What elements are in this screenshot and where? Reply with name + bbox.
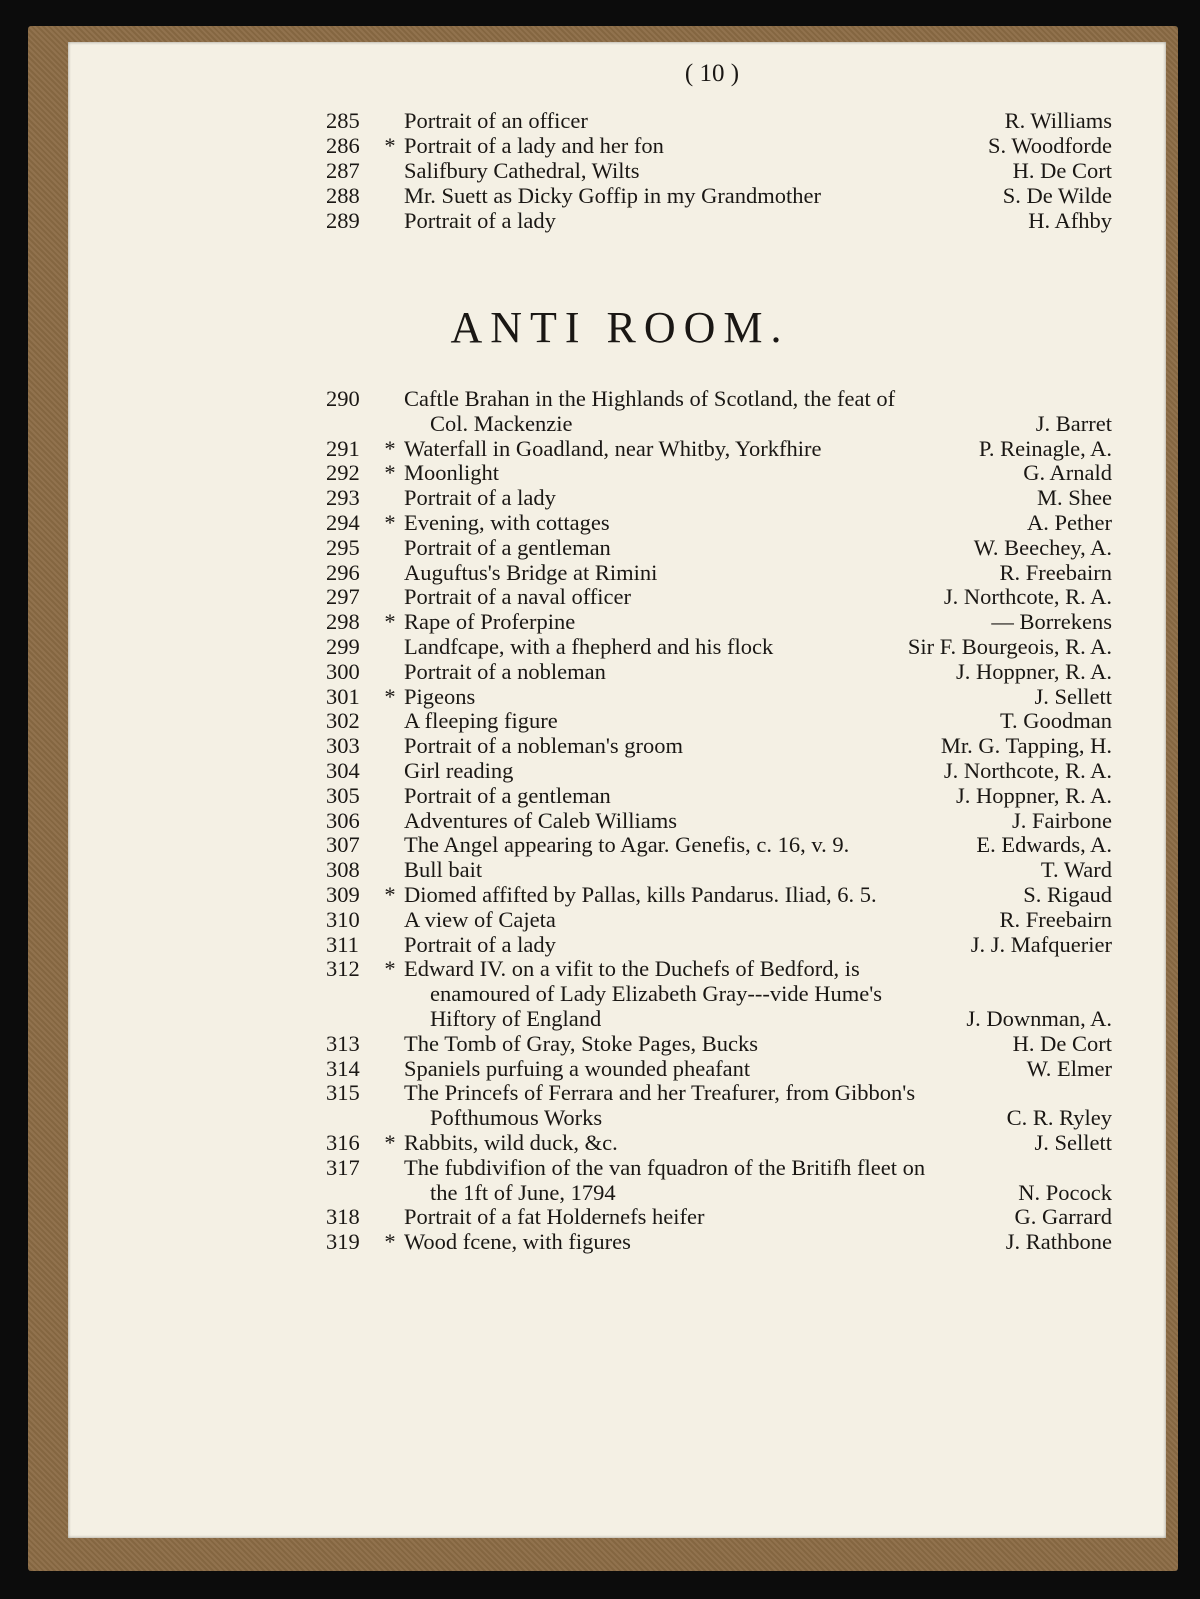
entry-artist: R. Freebairn: [999, 906, 1112, 932]
entry-number: 317: [326, 1154, 360, 1180]
entry-title: Portrait of a lady: [404, 485, 556, 511]
entry-number: 302: [326, 708, 360, 734]
entry-number: 285: [326, 108, 360, 133]
entry-number: 312: [326, 956, 360, 982]
catalogue-entry: [0, 132, 1200, 160]
entry-number: 298: [326, 609, 360, 635]
entry-title: A fleeping figure: [404, 708, 558, 734]
entry-artist: J. Hoppner, R. A.: [956, 782, 1112, 808]
entry-title: Waterfall in Goadland, near Whitby, Yorkfhire: [404, 435, 822, 461]
asterisk-mark: *: [384, 683, 396, 709]
catalogue-entry: [0, 1030, 1200, 1058]
entry-number: 301: [326, 683, 360, 709]
entry-title: Pigeons: [404, 683, 476, 709]
catalogue-entry: [0, 683, 1200, 711]
catalogue-entry: [0, 931, 1200, 959]
asterisk-mark: *: [384, 1130, 396, 1155]
entry-number: 311: [326, 931, 359, 957]
entry-number: 291: [326, 435, 360, 461]
entry-artist: Sir F. Bourgeois, R. A.: [907, 634, 1112, 659]
catalogue-entry: [0, 484, 1200, 512]
entry-title: Portrait of a lady: [404, 208, 556, 233]
entry-artist: T. Goodman: [999, 708, 1112, 734]
catalogue-entry: [0, 1154, 1200, 1182]
catalogue-entry: [0, 807, 1200, 835]
entry-artist: R. Freebairn: [999, 559, 1112, 585]
catalogue-entry: [0, 782, 1200, 810]
entry-artist: C. R. Ryley: [1006, 1105, 1112, 1131]
entry-artist: J. J. Mafquerier: [970, 931, 1112, 957]
entry-number: 304: [326, 758, 360, 783]
catalogue-entry: [0, 608, 1200, 636]
entry-title: Auguftus's Bridge at Rimini: [404, 559, 658, 585]
entry-title: Rabbits, wild duck, &c.: [404, 1130, 618, 1155]
entry-title: the 1ft of June, 1794: [430, 1179, 616, 1205]
entry-title: The Angel appearing to Agar. Genefis, c. 16, v. 9.: [404, 832, 850, 858]
entry-number: 306: [326, 807, 360, 833]
catalogue-entry: [0, 856, 1200, 884]
entry-number: 297: [326, 584, 360, 610]
entry-title: Portrait of an officer: [404, 108, 588, 133]
entry-artist: S. Woodforde: [987, 133, 1112, 158]
catalogue-entry: [0, 107, 1200, 135]
entry-title: Portrait of a gentleman: [404, 534, 611, 560]
entry-title: Col. Mackenzie: [430, 410, 573, 436]
entry-title: Edward IV. on a vifit to the Duchefs of Bedford, is: [404, 956, 860, 982]
entry-title: Salifbury Cathedral, Wilts: [404, 158, 640, 183]
catalogue-entry: [0, 385, 1200, 413]
catalogue-entry: [0, 955, 1200, 983]
entry-artist: E. Edwards, A.: [976, 832, 1112, 858]
entry-artist: R. Williams: [1004, 108, 1112, 133]
entry-number: 319: [326, 1229, 360, 1255]
room-heading: ANTI ROOM.: [450, 303, 790, 352]
entry-title: Portrait of a nobleman: [404, 658, 606, 684]
asterisk-mark: *: [384, 510, 396, 535]
entry-number: 316: [326, 1130, 360, 1155]
entry-title: Pofthumous Works: [430, 1105, 603, 1131]
entry-number: 286: [326, 133, 360, 158]
entry-title: Portrait of a fat Holdernefs heifer: [404, 1204, 705, 1230]
entry-number: 296: [326, 559, 360, 585]
entry-title: Portrait of a nobleman's groom: [404, 733, 683, 759]
entry-artist: S. Rigaud: [1023, 882, 1112, 907]
entry-artist: S. De Wilde: [1002, 183, 1112, 208]
entry-artist: J. Rathbone: [1005, 1229, 1112, 1255]
entry-number: 318: [326, 1204, 360, 1230]
entry-artist: G. Garrard: [1014, 1204, 1112, 1230]
entry-artist: J. Northcote, R. A.: [943, 584, 1112, 610]
catalogue-entry: [0, 1129, 1200, 1157]
catalogue-entry: [0, 633, 1200, 661]
catalogue-entry-continuation: [0, 1005, 1200, 1033]
entry-artist: J. Sellett: [1034, 683, 1112, 709]
entry-artist: H. De Cort: [1012, 158, 1112, 183]
entry-number: 287: [326, 158, 360, 183]
entry-artist: J. Sellett: [1034, 1130, 1112, 1155]
catalogue-entry: [0, 435, 1200, 463]
entry-number: 295: [326, 534, 360, 560]
entry-title: A view of Cajeta: [404, 906, 556, 932]
asterisk-mark: *: [384, 460, 396, 486]
entry-number: 309: [326, 882, 360, 907]
catalogue-entry: [0, 707, 1200, 735]
entry-number: 313: [326, 1030, 360, 1056]
catalogue-entry: [0, 1079, 1200, 1107]
entry-title: The fubdivifion of the van fquadron of the Britifh fleet on: [404, 1154, 926, 1180]
entry-title: Evening, with cottages: [404, 510, 610, 535]
entry-number: 307: [326, 832, 360, 858]
catalogue-entry: [0, 1055, 1200, 1083]
catalogue-entry: [0, 509, 1200, 537]
entry-number: 315: [326, 1080, 360, 1106]
entry-number: 294: [326, 510, 360, 535]
catalogue-entry: [0, 881, 1200, 909]
entry-title: Portrait of a naval officer: [404, 584, 631, 610]
entry-title: Moonlight: [404, 460, 500, 486]
catalogue-entry: [0, 559, 1200, 587]
asterisk-mark: *: [384, 1229, 396, 1255]
entry-title: Wood fcene, with figures: [404, 1229, 631, 1255]
entry-artist: W. Elmer: [1026, 1055, 1112, 1081]
entry-artist: P. Reinagle, A.: [978, 435, 1112, 461]
entry-number: 314: [326, 1055, 360, 1081]
entry-artist: H. Afhby: [1028, 208, 1112, 233]
catalogue-entry-continuation: [0, 1104, 1200, 1132]
entry-title: Girl reading: [404, 758, 514, 783]
catalogue-entry: [0, 157, 1200, 185]
entry-title: Bull bait: [404, 857, 483, 883]
catalogue-entry: [0, 757, 1200, 785]
catalogue-entry-continuation: [0, 1179, 1200, 1207]
entry-number: 310: [326, 906, 360, 932]
entry-number: 300: [326, 658, 360, 684]
entry-title: Diomed affifted by Pallas, kills Pandarus. Iliad, 6. 5.: [404, 882, 877, 907]
asterisk-mark: *: [384, 133, 396, 158]
entry-artist: J. Barret: [1035, 410, 1112, 436]
entry-title: Mr. Suett as Dicky Goffip in my Grandmother: [404, 183, 822, 208]
catalogue-entry: [0, 658, 1200, 686]
entry-artist: — Borrekens: [991, 609, 1112, 635]
entry-artist: W. Beechey, A.: [973, 534, 1112, 560]
entry-number: 303: [326, 733, 360, 759]
entry-number: 308: [326, 857, 360, 883]
entry-artist: Mr. G. Tapping, H.: [940, 733, 1112, 759]
entry-title: enamoured of Lady Elizabeth Gray---vide Hume's: [430, 981, 882, 1007]
entry-title: The Tomb of Gray, Stoke Pages, Bucks: [404, 1030, 759, 1056]
entry-title: Adventures of Caleb Williams: [404, 807, 677, 833]
entry-number: 289: [326, 208, 360, 233]
entry-number: 288: [326, 183, 360, 208]
entry-artist: J. Northcote, R. A.: [943, 758, 1112, 783]
catalogue-entry: [0, 534, 1200, 562]
entry-artist: J. Downman, A.: [966, 1006, 1112, 1031]
entry-artist: N. Pocock: [1018, 1179, 1112, 1205]
entry-artist: J. Hoppner, R. A.: [956, 658, 1112, 684]
entry-artist: M. Shee: [1037, 485, 1112, 511]
catalogue-entry: [0, 207, 1200, 235]
catalogue-entry: [0, 459, 1200, 487]
entry-title: Rape of Proferpine: [404, 609, 576, 635]
catalogue-entry: [0, 732, 1200, 760]
entry-artist: H. De Cort: [1012, 1030, 1112, 1056]
catalogue-entry: [0, 906, 1200, 934]
catalogue-entry: [0, 583, 1200, 611]
entry-number: 290: [326, 386, 360, 411]
catalogue-entry: [0, 1203, 1200, 1231]
entry-title: Hiftory of England: [430, 1006, 602, 1031]
entry-title: Portrait of a lady: [404, 931, 556, 957]
entry-number: 293: [326, 485, 360, 511]
asterisk-mark: *: [384, 882, 396, 907]
entry-title: Caftle Brahan in the Highlands of Scotland, the feat of: [404, 386, 896, 411]
catalogue-entry: [0, 1228, 1200, 1256]
asterisk-mark: *: [384, 435, 396, 461]
asterisk-mark: *: [384, 956, 396, 982]
entry-artist: T. Ward: [1040, 857, 1112, 883]
entry-title: Portrait of a gentleman: [404, 782, 611, 808]
entry-artist: G. Arnald: [1023, 460, 1112, 486]
entry-number: 299: [326, 634, 360, 659]
entry-title: Landfcape, with a fhepherd and his flock: [404, 634, 774, 659]
entry-number: 292: [326, 460, 360, 486]
catalogue-entry-continuation: [0, 980, 1200, 1008]
entry-title: The Princefs of Ferrara and her Treafurer, from Gibbon's: [404, 1080, 916, 1106]
catalogue-entry: [0, 182, 1200, 210]
entry-title: Portrait of a lady and her fon: [404, 133, 664, 158]
entry-number: 305: [326, 782, 360, 808]
asterisk-mark: *: [384, 609, 396, 635]
entry-title: Spaniels purfuing a wounded pheafant: [404, 1055, 751, 1081]
catalogue-entry: [0, 831, 1200, 859]
entry-artist: A. Pether: [1027, 510, 1112, 535]
page-number: ( 10 ): [684, 60, 740, 87]
catalogue-entry-continuation: [0, 410, 1200, 438]
entry-artist: J. Fairbone: [1012, 807, 1112, 833]
